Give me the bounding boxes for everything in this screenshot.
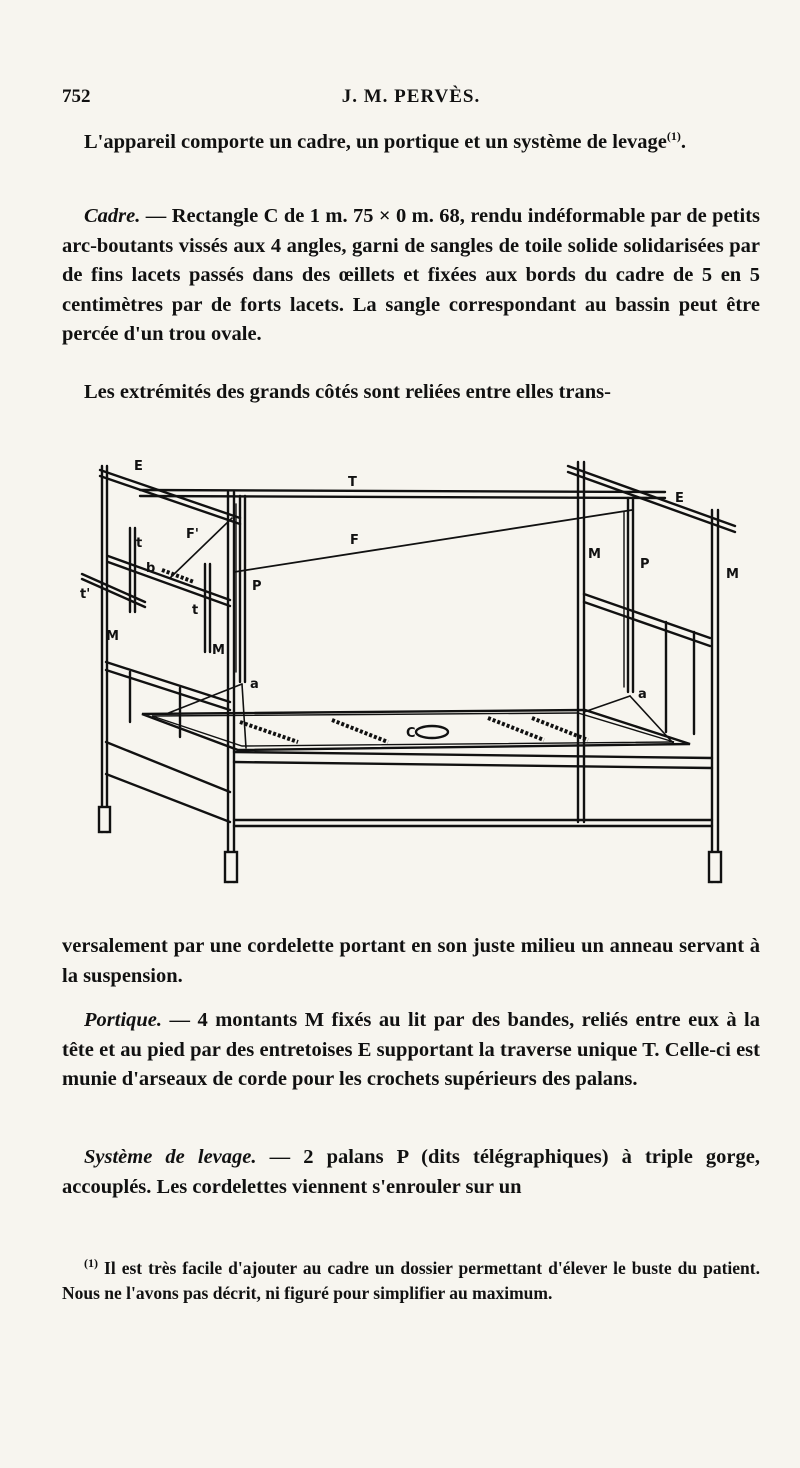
label-t-mid: t <box>192 603 199 618</box>
portique-heading: Portique. <box>84 1009 163 1031</box>
intro-end: . <box>680 131 687 153</box>
footnote-text: Il est très facile d'ajouter au cadre un dossier permettant d'élever le buste du patient. Nous ne l'avons pas décrit, ni figuré pour simplifier au maximum. <box>62 1258 760 1303</box>
label-M-right-inner: M <box>588 547 601 562</box>
label-C: C <box>406 726 416 741</box>
label-P-left: P <box>252 579 262 594</box>
bed-apparatus-figure <box>70 452 770 892</box>
label-F-prime: F' <box>186 527 199 542</box>
bed-apparatus-drawing <box>70 452 770 892</box>
paragraph-trans-start: Les extrémités des grands côtés sont reliées entre elles trans- <box>84 381 611 403</box>
label-M-right-outer: M <box>726 567 739 582</box>
levage-heading: Système de levage. <box>84 1146 257 1168</box>
paragraph-portique <box>62 1006 760 1095</box>
label-t-prime: t' <box>80 587 91 602</box>
label-F: F <box>350 533 359 548</box>
page-header <box>62 86 760 116</box>
footnote-ref[interactable]: (1) <box>666 129 681 144</box>
label-b: b <box>146 561 156 576</box>
label-E-left: E <box>134 459 143 474</box>
label-E-right: E <box>675 491 684 506</box>
label-M-mid: M <box>212 643 225 658</box>
label-T: T <box>348 475 357 490</box>
cadre-text: — Rectangle C de 1 m. 75 × 0 m. 68, rendu indéformable par de petits arc-boutants vissés aux 4 angles, garni de sangles de toile solide solidarisées par de fins lacets passés dans des œillets et fixées aux bords du cadre de 5 en 5 centimètres par de forts lacets. La sangle correspondant au bassin peut être percée d'un trou ovale. <box>62 205 760 345</box>
label-t-top: t <box>136 536 143 551</box>
paragraph-cadre <box>62 202 760 350</box>
cadre-heading: Cadre. <box>84 205 141 227</box>
label-a-right: a <box>638 687 647 702</box>
paragraph-trans-end: versalement par une cordelette portant en son juste milieu un anneau servant à la suspension. <box>62 935 760 987</box>
paragraph-intro <box>62 128 760 158</box>
running-title: J. M. PERVÈS. <box>341 86 481 107</box>
label-P-right: P <box>640 557 650 572</box>
intro-text: L'appareil comporte un cadre, un portique et un système de levage <box>84 131 667 153</box>
page-number: 752 <box>62 86 91 107</box>
portique-text: — 4 montants M fixés au lit par des bandes, reliés entre eux à la tête et au pied par des entretoises E supportant la traverse unique T. Celle-ci est munie d'arseaux de corde pour les crochets supérieurs des palans. <box>62 1009 760 1090</box>
levage-text: — 2 palans P (dits télégraphiques) à triple gorge, accouplés. Les cordelettes viennent s'enrouler sur un <box>62 1146 760 1198</box>
paragraph-levage <box>62 1143 760 1202</box>
footnote <box>62 1256 760 1306</box>
footnote-marker: (1) <box>84 1256 98 1271</box>
label-a-left: a <box>250 677 259 692</box>
label-M-left: M <box>106 629 119 644</box>
